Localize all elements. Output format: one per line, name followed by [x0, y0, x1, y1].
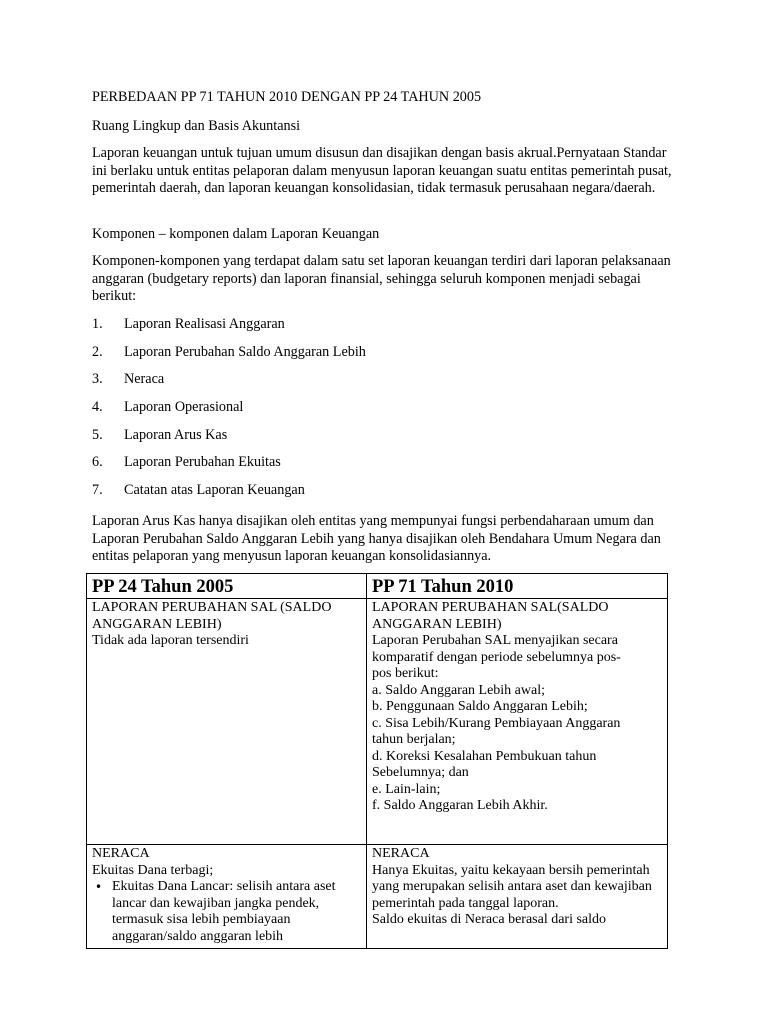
neraca-left-title: NERACA [92, 846, 150, 861]
list-item: • Ekuitas Dana Lancar: selisih antara aset lancar dan kewajiban jangka pendek, termasuk sisa lebih pembiayaan anggaran/saldo anggaran lebih [112, 879, 361, 945]
sal-left-title: LAPORAN PERUBAHAN SAL (SALDO ANGGARAN LEBIH) [92, 600, 332, 632]
sal-left-cell [87, 599, 367, 845]
neraca-right-cell [367, 845, 668, 949]
scope-paragraph: Laporan keuangan untuk tujuan umum disusun dan disajikan dengan basis akrual.Pernyataan Standar ini berlaku untuk entitas pelaporan dalam menyusun laporan keuangan suatu entitas pemerintah pusat, pemerintah daerah, dan laporan keuangan konsolidasian, tidak termasuk perusahaan negara/daerah. [92, 145, 672, 196]
sal-line: pos berikut: [372, 666, 439, 681]
sal-left-text: Tidak ada laporan tersendiri [92, 633, 249, 648]
sal-line: tahun berjalan; [372, 732, 456, 747]
sal-line: Sebelumnya; dan [372, 765, 469, 780]
table-row [87, 599, 668, 845]
sal-line: komparatif dengan periode sebelumnya pos- [372, 649, 621, 665]
document-title: PERBEDAAN PP 71 TAHUN 2010 DENGAN PP 24 TAHUN 2005 [92, 89, 482, 105]
header-pp24: PP 24 Tahun 2005 [87, 574, 367, 599]
sal-line: Laporan Perubahan SAL menyajikan secara [372, 633, 618, 648]
table-row [87, 845, 668, 949]
cashflow-paragraph: Laporan Arus Kas hanya disajikan oleh entitas yang mempunyai fungsi perbendaharaan umum dan Laporan Perubahan Saldo Anggaran Lebih yang hanya disajikan oleh Bendahara Umum Negara dan entitas pelaporan yang menyusun laporan keuangan konsolidasiannya. [92, 513, 661, 564]
sal-line: a. Saldo Anggaran Lebih awal; [372, 682, 546, 698]
sal-line: f. Saldo Anggaran Lebih Akhir. [372, 798, 548, 813]
neraca-right-text2: Saldo ekuitas di Neraca berasal dari saldo [372, 912, 607, 927]
sal-line: d. Koreksi Kesalahan Pembukuan tahun [372, 748, 597, 764]
sal-right-lines [372, 633, 662, 815]
neraca-left-text: Ekuitas Dana terbagi; [92, 862, 214, 878]
neraca-left-cell [87, 845, 367, 949]
header-pp71: PP 71 Tahun 2010 [367, 574, 668, 599]
components-heading: Komponen – komponen dalam Laporan Keuangan [92, 226, 380, 242]
table-header-row [87, 574, 668, 599]
sal-line: b. Penggunaan Saldo Anggaran Lebih; [372, 699, 588, 714]
components-paragraph: Komponen-komponen yang terdapat dalam satu set laporan keuangan terdiri dari laporan pelaksanaan anggaran (budgetary reports) dan laporan finansial, sehingga seluruh komponen menjadi sebagai berikut: [92, 253, 671, 304]
sal-right-title: LAPORAN PERUBAHAN SAL(SALDO ANGGARAN LEBIH) [372, 600, 609, 632]
sal-line: c. Sisa Lebih/Kurang Pembiayaan Anggaran [372, 715, 621, 731]
document-page: PERBEDAAN PP 71 TAHUN 2010 DENGAN PP 24 TAHUN 2005 Ruang Lingkup dan Basis Akuntansi Laporan keuangan untuk tujuan umum disusun dan disajikan dengan basis akrual.Pernyataan Standar ini berlaku untuk entitas pelaporan dalam menyusun laporan keuangan suatu entitas pemerintah pusat, pemerintah daerah, dan laporan keuangan konsolidasian, tidak termasuk perusahaan negara/daerah. Komponen – komponen dalam Laporan Keuangan Komponen-komponen yang terdapat dalam satu set laporan keuangan terdiri dari laporan pelaksanaan anggaran (budgetary reports) dan laporan finansial, sehingga seluruh komponen menjadi sebagai berikut: 1. Laporan Realisasi Anggaran 2. Laporan Perubahan Saldo Anggaran Lebih 3. Neraca 4. Laporan Operasional 5. Laporan Arus Kas 6. Laporan Perubahan Ekuitas 7. Catatan atas Laporan Keuangan Laporan Arus Kas hanya disajikan oleh entitas yang mempunyai fungsi perbendaharaan umum dan Laporan Perubahan Saldo Anggaran Lebih yang hanya disajikan oleh Bendahara Umum Negara dan entitas pelaporan yang menyusun laporan keuangan konsolidasiannya. PP 24 Tahun 2005 PP 71 Tahun 2010 LAPORAN PERUBAHAN SAL (SALDO ANGGARAN LEBIH) Tidak ada laporan tersendiri LAPORAN PERUBAHAN SAL(SALDO ANGGARAN LEBIH) Laporan Perubahan SAL menyajikan secara komparatif dengan periode sebelumnya pos- pos berikut: a. Saldo Anggaran Lebih awal; b. Penggunaan Saldo Anggaran Lebih; c. Sisa Lebih/Kurang Pembiayaan Anggaran tahun berjalan; d. Koreksi Kesalahan Pembukuan tahun Sebelumnya; dan e. Lain-lain; f. Saldo Anggaran Lebih Akhir. NERACA Ekuitas Dana terbagi; • Ekuitas Dana Lancar: selisih antara aset lancar dan kewajiban jangka pendek, termasuk sisa lebih pembiayaan anggaran/saldo anggaran lebih NERACA Hanya Ekuitas, yaitu kekayaan bersih pemerintah yang merupakan selisih antara aset dan kewajiban pemerintah pada tanggal laporan. Saldo ekuitas di Neraca berasal dari saldo [0, 0, 768, 1024]
neraca-right-title: NERACA [372, 846, 430, 861]
comparison-table [86, 573, 668, 949]
scope-heading: Ruang Lingkup dan Basis Akuntansi [92, 118, 301, 134]
sal-right-cell [367, 599, 668, 845]
neraca-bullet-list [92, 879, 361, 945]
neraca-right-text: Hanya Ekuitas, yaitu kekayaan bersih pemerintah yang merupakan selisih antara aset dan kewajiban pemerintah pada tanggal laporan. [372, 862, 652, 911]
sal-line: e. Lain-lain; [372, 781, 441, 797]
